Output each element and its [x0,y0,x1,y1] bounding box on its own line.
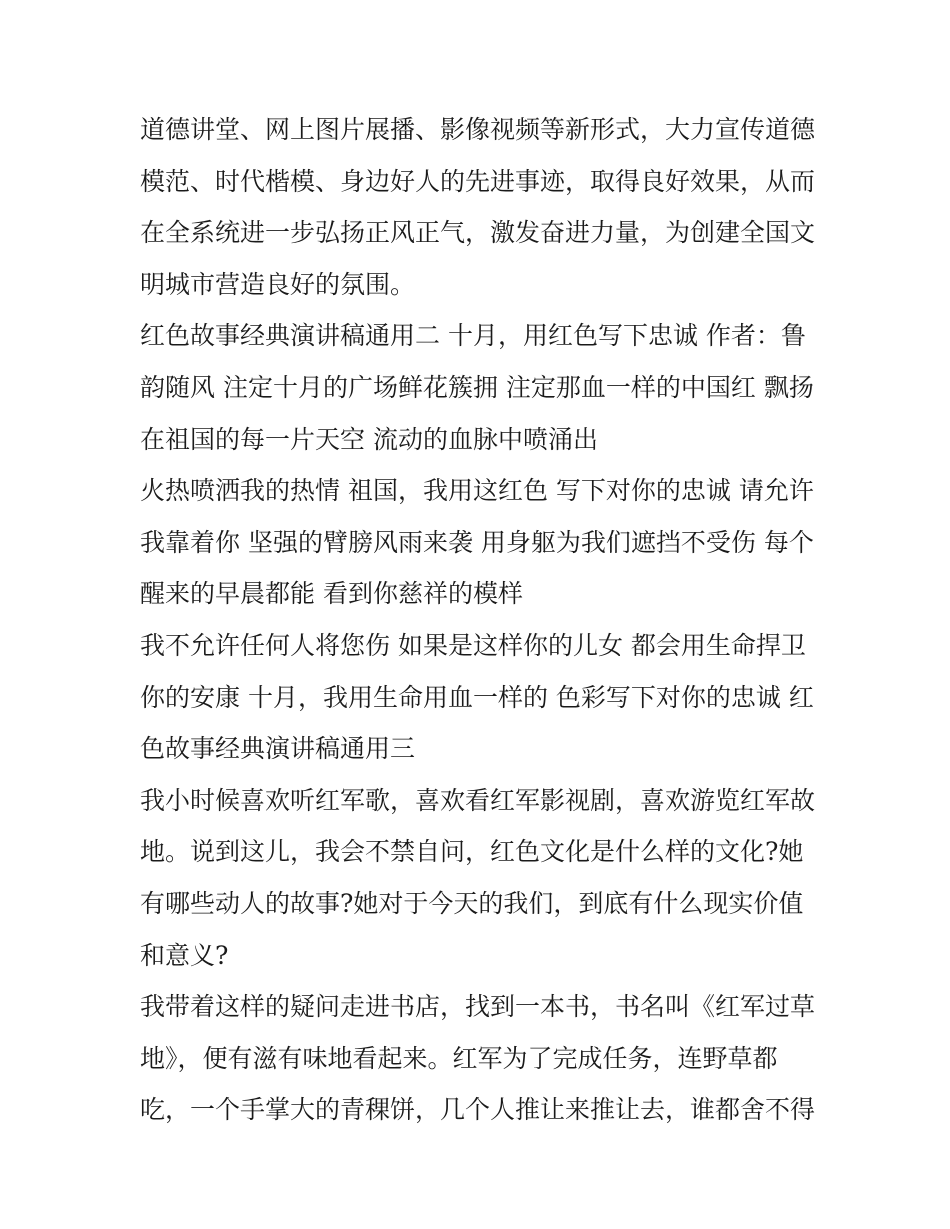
text-line: 我靠着你 坚强的臂膀风雨来袭 用身躯为我们遮挡不受伤 每个 [140,527,814,557]
text-line: 醒来的早晨都能 看到你慈祥的模样 [140,579,523,609]
text-line: 在全系统进一步弘扬正风正气，激发奋进力量，为创建全国文 [140,218,816,248]
body-text [140,104,820,1136]
text-line: 你的安康 十月，我用生命用血一样的 色彩写下对你的忠诚 红 [140,682,814,712]
text-line: 我带着这样的疑问走进书店，找到一本书，书名叫《红军过草 [140,992,816,1022]
text-line: 道德讲堂、网上图片展播、影像视频等新形式，大力宣传道德 [140,115,816,144]
text-line: 火热喷洒我的热情 祖国，我用这红色 写下对你的忠诚 请允许 [140,476,814,506]
text-line: 我不允许任何人将您伤 如果是这样你的儿女 都会用生命捍卫 [140,630,806,660]
text-line: 模范、时代楷模、身边好人的先进事迹，取得良好效果，从而 [140,166,816,196]
text-line: 明城市营造良好的氛围。 [140,269,416,299]
text-line: 地。说到这儿，我会不禁自问，红色文化是什么样的文化?她 [140,837,804,867]
text-line: 色故事经典演讲稿通用三 [140,734,416,764]
text-line: 地》，便有滋有味地看起来。红军为了完成任务，连野草都 [140,1043,778,1073]
text-line: 有哪些动人的故事?她对于今天的我们，到底有什么现实价值 [140,888,804,918]
text-line: 韵随风 注定十月的广场鲜花簇拥 注定那血一样的中国红 飘扬 [140,372,814,402]
text-line: 吃，一个手掌大的青稞饼，几个人推让来推让去，谁都舍不得 [140,1095,816,1125]
text-line: 在祖国的每一片天空 流动的血脉中喷涌出 [140,424,598,454]
text-line: 和意义? [140,940,229,970]
text-line: 红色故事经典演讲稿通用二 十月，用红色写下忠诚 作者：鲁 [140,321,806,351]
text-line: 我小时候喜欢听红军歌，喜欢看红军影视剧，喜欢游览红军故 [140,785,816,815]
